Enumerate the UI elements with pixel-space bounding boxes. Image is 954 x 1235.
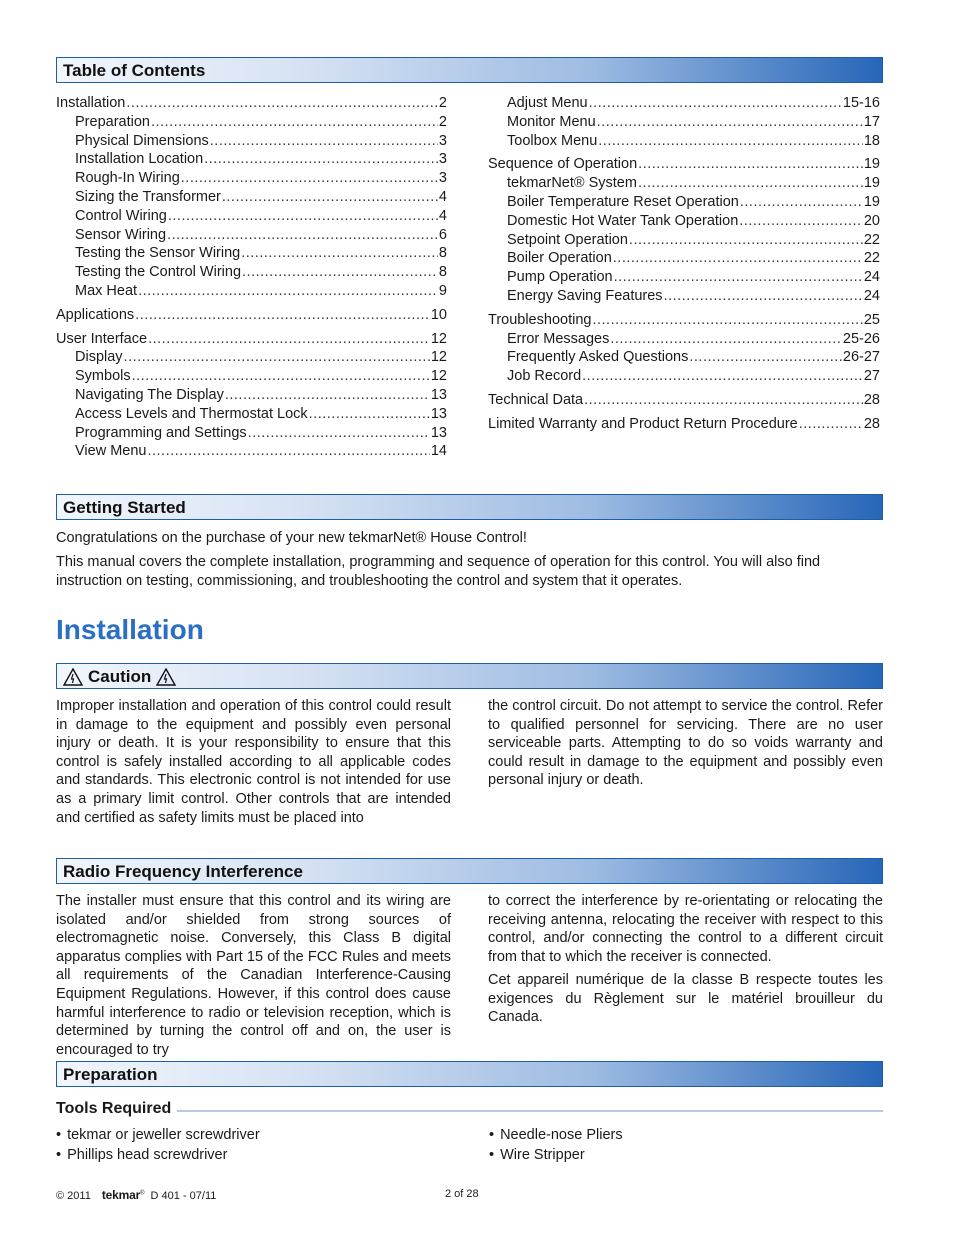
caution-title: Caution <box>88 667 152 686</box>
toc-leader-dots <box>151 113 438 132</box>
toc-entry-label: Applications <box>56 306 135 323</box>
toc-leader-dots <box>664 287 863 306</box>
copyright: © 2011 <box>56 1190 91 1202</box>
toc-entry-label: Monitor Menu <box>507 113 596 130</box>
rfi-title: Radio Frequency Interference <box>63 862 303 881</box>
toc-entry <box>56 132 447 151</box>
toc-entry-page: 13 <box>430 386 447 403</box>
toc-entry-label: Max Heat <box>75 282 138 299</box>
warning-icon <box>63 668 83 686</box>
toc-leader-dots <box>167 226 438 245</box>
toc-leader-dots <box>168 207 438 226</box>
toc-entry-label: Pump Operation <box>507 269 613 286</box>
toc-leader-dots <box>582 367 863 386</box>
toc-entry-page: 18 <box>863 132 880 149</box>
toc-entry <box>56 367 447 386</box>
toc-entry <box>56 330 447 349</box>
toc-entry-label: Testing the Sensor Wiring <box>75 245 241 262</box>
toc-leader-dots <box>597 113 863 132</box>
toc-leader-dots <box>242 263 438 282</box>
toc-entry-page: 25-26 <box>842 330 880 347</box>
tool-item: • tekmar or jeweller screwdriver <box>56 1125 451 1145</box>
toc-entry <box>488 94 880 113</box>
toc-entry-page: 4 <box>438 207 447 224</box>
toc-entry <box>488 367 880 386</box>
toc-entry-page: 19 <box>863 175 880 192</box>
toc-entry <box>56 405 447 424</box>
tools-list-left <box>56 1125 451 1165</box>
toc-entry-label: Boiler Operation <box>507 250 612 267</box>
toc-entry-page: 3 <box>438 170 447 187</box>
toc-leader-dots <box>799 415 863 434</box>
toc-leader-dots <box>148 330 430 349</box>
toc-entry <box>488 391 880 410</box>
getting-started-description: This manual covers the complete installation, programming and sequence of operation for this control. You will also find instruction on testing, commissioning, and troubleshooting the control and system that it operates. <box>56 554 821 589</box>
toc-title: Table of Contents <box>63 61 206 80</box>
toc-entry-label: Energy Saving Features <box>507 287 663 304</box>
toc-entry-page: 24 <box>863 269 880 286</box>
toc-entry-label: Sequence of Operation <box>488 156 638 173</box>
rfi-text-right: to correct the interference by re-orientating or relocating the receiving antenna, relocating the receiver with respect to this control, and/or connecting the control to a different circuit from that to which the receiver is connected. <box>488 893 883 965</box>
toc-entry-label: Setpoint Operation <box>507 231 628 248</box>
toc-entry <box>488 311 880 330</box>
toc-entry-label: Toolbox Menu <box>507 132 598 149</box>
toc-entry <box>488 174 880 193</box>
toc-entry-page: 24 <box>863 287 880 304</box>
tool-item: • Needle-nose Pliers <box>489 1125 884 1145</box>
toc-entry <box>56 113 447 132</box>
tools-list-right <box>489 1125 884 1165</box>
toc-leader-dots <box>584 391 863 410</box>
toc-leader-dots <box>126 94 438 113</box>
toc-entry-label: View Menu <box>75 443 147 460</box>
toc-entry-page: 12 <box>430 349 447 366</box>
rfi-text-french: Cet appareil numérique de la classe B respecte toutes les exigences du Règlement sur le matériel brouilleur du Canada. <box>488 972 883 1026</box>
toc-leader-dots <box>181 169 438 188</box>
toc-left-column <box>56 94 447 461</box>
toc-entry-label: tekmarNet® System <box>507 175 637 192</box>
toc-entry <box>56 94 447 113</box>
rfi-header <box>56 858 883 884</box>
toc-entry-label: Sensor Wiring <box>75 226 167 243</box>
toc-entry-page: 13 <box>430 424 447 441</box>
toc-leader-dots <box>222 188 438 207</box>
toc-leader-dots <box>740 193 863 212</box>
toc-leader-dots <box>309 405 430 424</box>
toc-entry-page: 19 <box>863 156 880 173</box>
toc-leader-dots <box>638 174 863 193</box>
page-number: 2 of 28 <box>445 1188 479 1200</box>
toc-entry-label: Frequently Asked Questions <box>507 349 689 366</box>
toc-leader-dots <box>132 367 430 386</box>
toc-entry-label: Job Record <box>507 368 582 385</box>
toc-entry <box>488 193 880 212</box>
toc-entry <box>56 169 447 188</box>
toc-entry-label: User Interface <box>56 330 148 347</box>
preparation-title: Preparation <box>63 1065 158 1084</box>
toc-entry <box>56 150 447 169</box>
toc-entry-page: 2 <box>438 95 447 111</box>
caution-header <box>56 663 883 689</box>
toc-entry <box>56 306 447 325</box>
toc-leader-dots <box>610 330 842 349</box>
toc-entry-label: Rough-In Wiring <box>75 170 180 187</box>
toc-leader-dots <box>589 94 842 113</box>
toc-entry-label: Navigating The Display <box>75 386 224 403</box>
toc-entry-label: Programming and Settings <box>75 424 247 441</box>
toc-entry <box>488 268 880 287</box>
getting-started-header <box>56 494 883 520</box>
getting-started-intro: Congratulations on the purchase of your new tekmarNet® House Control! <box>56 530 527 546</box>
toc-header <box>56 57 883 83</box>
toc-entry-page: 8 <box>438 245 447 262</box>
toc-entry-label: Installation Location <box>75 151 204 168</box>
toc-entry <box>488 415 880 434</box>
footer-left: © 2011 tekmar® D 401 - 07/11 <box>56 1188 217 1202</box>
toc-leader-dots <box>241 244 438 263</box>
toc-leader-dots <box>124 348 430 367</box>
toc-entry <box>56 188 447 207</box>
toc-leader-dots <box>248 424 430 443</box>
toc-leader-dots <box>613 249 863 268</box>
toc-entry-label: Boiler Temperature Reset Operation <box>507 193 739 210</box>
toc-entry-page: 6 <box>438 226 447 243</box>
toc-entry <box>488 231 880 250</box>
toc-leader-dots <box>614 268 863 287</box>
toc-entry <box>56 244 447 263</box>
toc-entry-page: 19 <box>863 193 880 210</box>
toc-entry-label: Testing the Control Wiring <box>75 264 242 281</box>
toc-entry-page: 2 <box>438 113 447 130</box>
toc-entry-page: 12 <box>430 368 447 385</box>
toc-entry-page: 10 <box>430 306 447 323</box>
toc-entry-page: 22 <box>863 250 880 267</box>
tekmar-logo: tekmar <box>101 1188 141 1202</box>
toc-entry-page: 28 <box>863 391 880 408</box>
toc-entry-page: 15-16 <box>842 95 880 111</box>
toc-entry-label: Display <box>75 349 123 366</box>
toc-entry-page: 3 <box>438 151 447 168</box>
toc-entry-page: 25 <box>863 311 880 328</box>
toc-entry-label: Technical Data <box>488 391 584 408</box>
toc-leader-dots <box>135 306 430 325</box>
toc-entry-page: 14 <box>430 443 447 460</box>
toc-leader-dots <box>598 132 863 151</box>
toc-entry-label: Troubleshooting <box>488 311 592 328</box>
toc-entry-page: 20 <box>863 212 880 229</box>
toc-leader-dots <box>138 282 438 301</box>
tool-item: • Phillips head screwdriver <box>56 1145 451 1165</box>
toc-entry-label: Domestic Hot Water Tank Operation <box>507 212 739 229</box>
toc-entry <box>56 386 447 405</box>
heading-rule <box>177 1110 883 1112</box>
toc-entry-page: 9 <box>438 282 447 299</box>
toc-entry-page: 12 <box>430 330 447 347</box>
toc-entry-label: Control Wiring <box>75 207 167 224</box>
toc-entry-label: Sizing the Transformer <box>75 188 221 205</box>
toc-entry-label: Preparation <box>75 113 150 130</box>
rfi-text-left: The installer must ensure that this control and its wiring are isolated and/or shielded from strong sources of electromagnetic noise. Conversely, this Class B digital apparatus complies with Part 15 of the FCC Rules and meets all requirements of the Canadian Interference-Causing Equipment Regulations. However, if this control does cause harmful interference to radio or television reception, which is determined by turning the control off and on, the user is encouraged to try <box>56 893 451 1058</box>
toc-leader-dots <box>592 311 862 330</box>
getting-started-title: Getting Started <box>63 498 186 517</box>
preparation-header <box>56 1061 883 1087</box>
toc-entry-label: Installation <box>56 95 126 111</box>
toc-entry <box>56 348 447 367</box>
toc-entry-page: 17 <box>863 113 880 130</box>
toc-entry <box>488 212 880 231</box>
caution-text-right: the control circuit. Do not attempt to service the control. Refer to qualified personnel for servicing. There are no user serviceable parts. Attempting to do so voids warranty and could result in damage to the equipment and possibly even personal injury or death. <box>488 698 883 789</box>
toc-entry <box>488 132 880 151</box>
toc-entry <box>488 155 880 174</box>
toc-entry <box>488 113 880 132</box>
toc-entry-page: 28 <box>863 415 880 432</box>
toc-entry <box>56 424 447 443</box>
toc-entry <box>488 287 880 306</box>
caution-text-left: Improper installation and operation of this control could result in damage to the equipment and possibly even personal injury or death. It is your responsibility to ensure that this control is safely installed according to all applicable codes and standards. This electronic control is not intended for use as a primary limit control. Other controls that are intended and certified as safety limits must be placed into <box>56 698 451 826</box>
toc-leader-dots <box>210 132 438 151</box>
toc-entry <box>56 442 447 461</box>
toc-entry-page: 8 <box>438 264 447 281</box>
toc-entry-page: 4 <box>438 188 447 205</box>
toc-entry <box>56 207 447 226</box>
toc-entry <box>488 249 880 268</box>
document-number: D 401 - 07/11 <box>150 1190 217 1202</box>
toc-entry <box>488 330 880 349</box>
toc-leader-dots <box>629 231 863 250</box>
toc-entry <box>56 263 447 282</box>
toc-leader-dots <box>147 442 429 461</box>
toc-entry <box>488 348 880 367</box>
toc-entry-label: Error Messages <box>507 330 610 347</box>
toc-entry-page: 13 <box>430 405 447 422</box>
toc-leader-dots <box>638 155 863 174</box>
toc-entry <box>56 282 447 301</box>
toc-entry-label: Physical Dimensions <box>75 132 209 149</box>
toc-leader-dots <box>204 150 438 169</box>
toc-entry-label: Adjust Menu <box>507 95 588 111</box>
toc-entry-page: 3 <box>438 132 447 149</box>
toc-entry-label: Symbols <box>75 368 131 385</box>
tools-required-heading <box>56 1100 883 1118</box>
toc-right-column <box>488 94 880 434</box>
toc-entry-label: Access Levels and Thermostat Lock <box>75 405 308 422</box>
toc-entry-page: 27 <box>863 368 880 385</box>
toc-entry-label: Limited Warranty and Product Return Procedure <box>488 415 798 432</box>
warning-icon <box>156 668 176 686</box>
toc-entry <box>56 226 447 245</box>
tool-item: • Wire Stripper <box>489 1145 884 1165</box>
toc-entry-page: 22 <box>863 231 880 248</box>
toc-leader-dots <box>225 386 430 405</box>
tools-required-title: Tools Required <box>56 1100 172 1117</box>
toc-leader-dots <box>689 348 842 367</box>
toc-entry-page: 26-27 <box>842 349 880 366</box>
installation-heading: Installation <box>56 614 204 645</box>
toc-leader-dots <box>739 212 863 231</box>
